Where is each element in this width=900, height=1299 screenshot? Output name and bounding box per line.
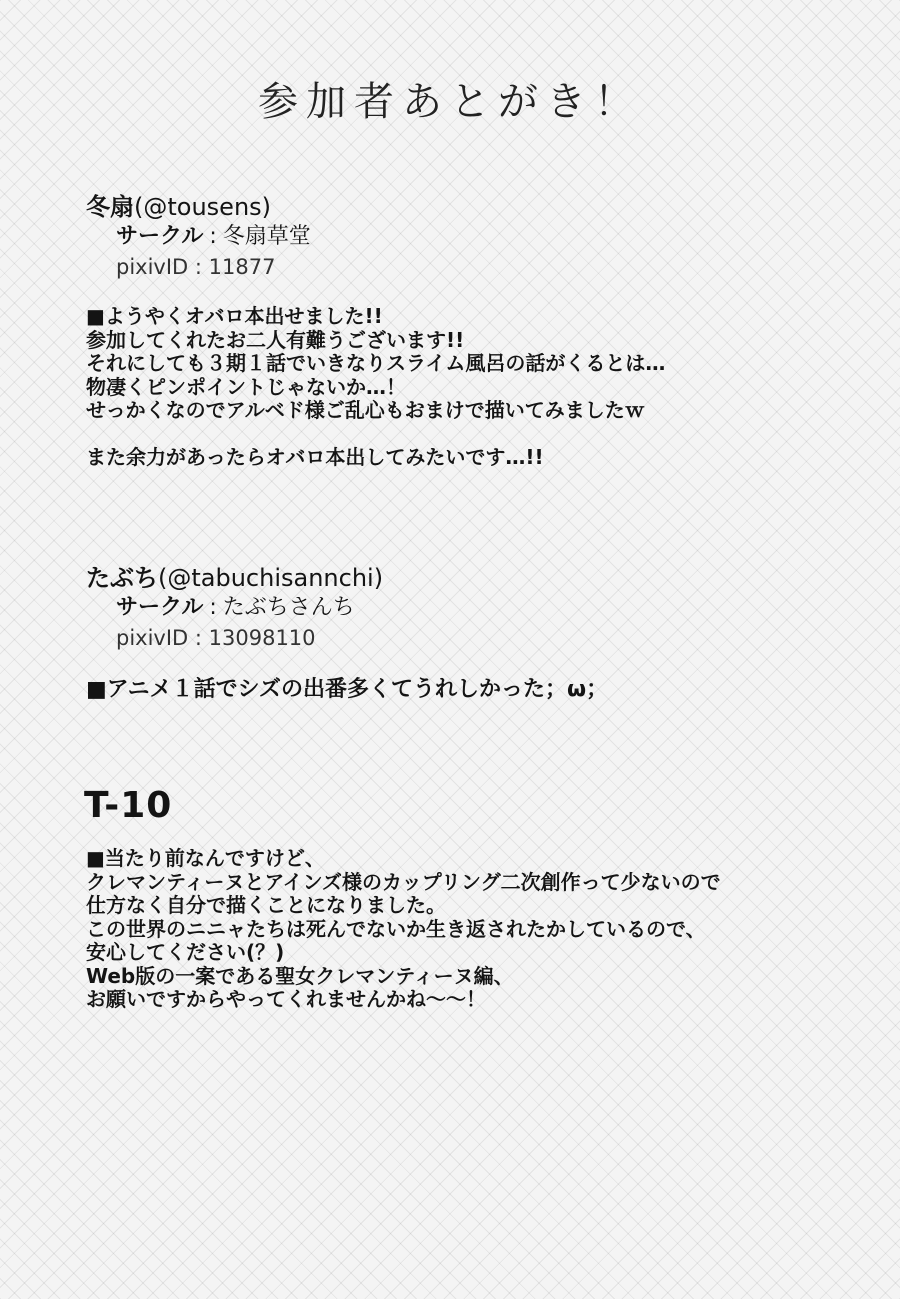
author-name: 冬扇 bbox=[86, 193, 134, 221]
message-line: 仕方なく自分で描くことになりました。 bbox=[86, 893, 446, 917]
message-line: また余力があったらオバロ本出してみたいです…!! bbox=[86, 445, 544, 469]
page-title: 参加者あとがき！ bbox=[258, 79, 642, 125]
circle-name: たぶちさんち bbox=[222, 595, 355, 620]
message-line: せっかくなのでアルベド様ご乱心もおまけで描いてみましたｗ bbox=[86, 398, 645, 422]
message-line: クレマンティーヌとアインズ様のカップリング二次創作って少ないので bbox=[86, 869, 721, 894]
message-line: それにしても３期１話でいきなりスライム風呂の話がくるとは… bbox=[86, 351, 666, 375]
author-handle: (@tabuchisannchi) bbox=[158, 564, 384, 592]
author-section-tabuchi bbox=[86, 563, 383, 653]
author-name-line bbox=[86, 192, 311, 222]
author-name-line bbox=[86, 563, 383, 593]
message-line: 参加してくれたお二人有難うございます!! bbox=[86, 327, 465, 352]
author-section-tousen bbox=[86, 192, 311, 282]
message-line: ■当たり前なんですけど、 bbox=[86, 846, 325, 870]
author-handle: (@tousens) bbox=[134, 193, 272, 221]
circle-line bbox=[116, 222, 311, 252]
author-heading-t10: T-10 bbox=[84, 785, 173, 826]
message-line: Web版の一案である聖女クレマンティーヌ編、 bbox=[86, 963, 514, 988]
circle-name: 冬扇草堂 bbox=[222, 224, 311, 249]
message-line: 安心してください(？) bbox=[86, 940, 285, 964]
message-line: この世界のニニャたちは死んでないか生き返されたかしているので、 bbox=[86, 916, 706, 941]
circle-separator: : bbox=[209, 595, 217, 620]
circle-separator: : bbox=[209, 224, 217, 249]
author-message-tousen bbox=[86, 305, 665, 470]
circle-line bbox=[116, 593, 383, 623]
author-name: たぶち bbox=[86, 564, 158, 592]
message-line: ■アニメ１話でシズの出番多くてうれしかった；ω； bbox=[86, 677, 609, 702]
pixiv-id: pixivID : 11877 bbox=[116, 255, 276, 279]
circle-label: サークル bbox=[116, 224, 204, 249]
author-message-tabuchi bbox=[86, 676, 608, 704]
pixiv-id: pixivID : 13098110 bbox=[116, 626, 316, 650]
message-line: 物凄くピンポイントじゃないか…！ bbox=[86, 374, 406, 399]
author-message-t10 bbox=[86, 847, 721, 1012]
message-line: ■ようやくオバロ本出せました!! bbox=[86, 304, 383, 328]
message-line: お願いですからやってくれませんかね～～！ bbox=[86, 987, 486, 1011]
circle-label: サークル bbox=[116, 595, 204, 620]
